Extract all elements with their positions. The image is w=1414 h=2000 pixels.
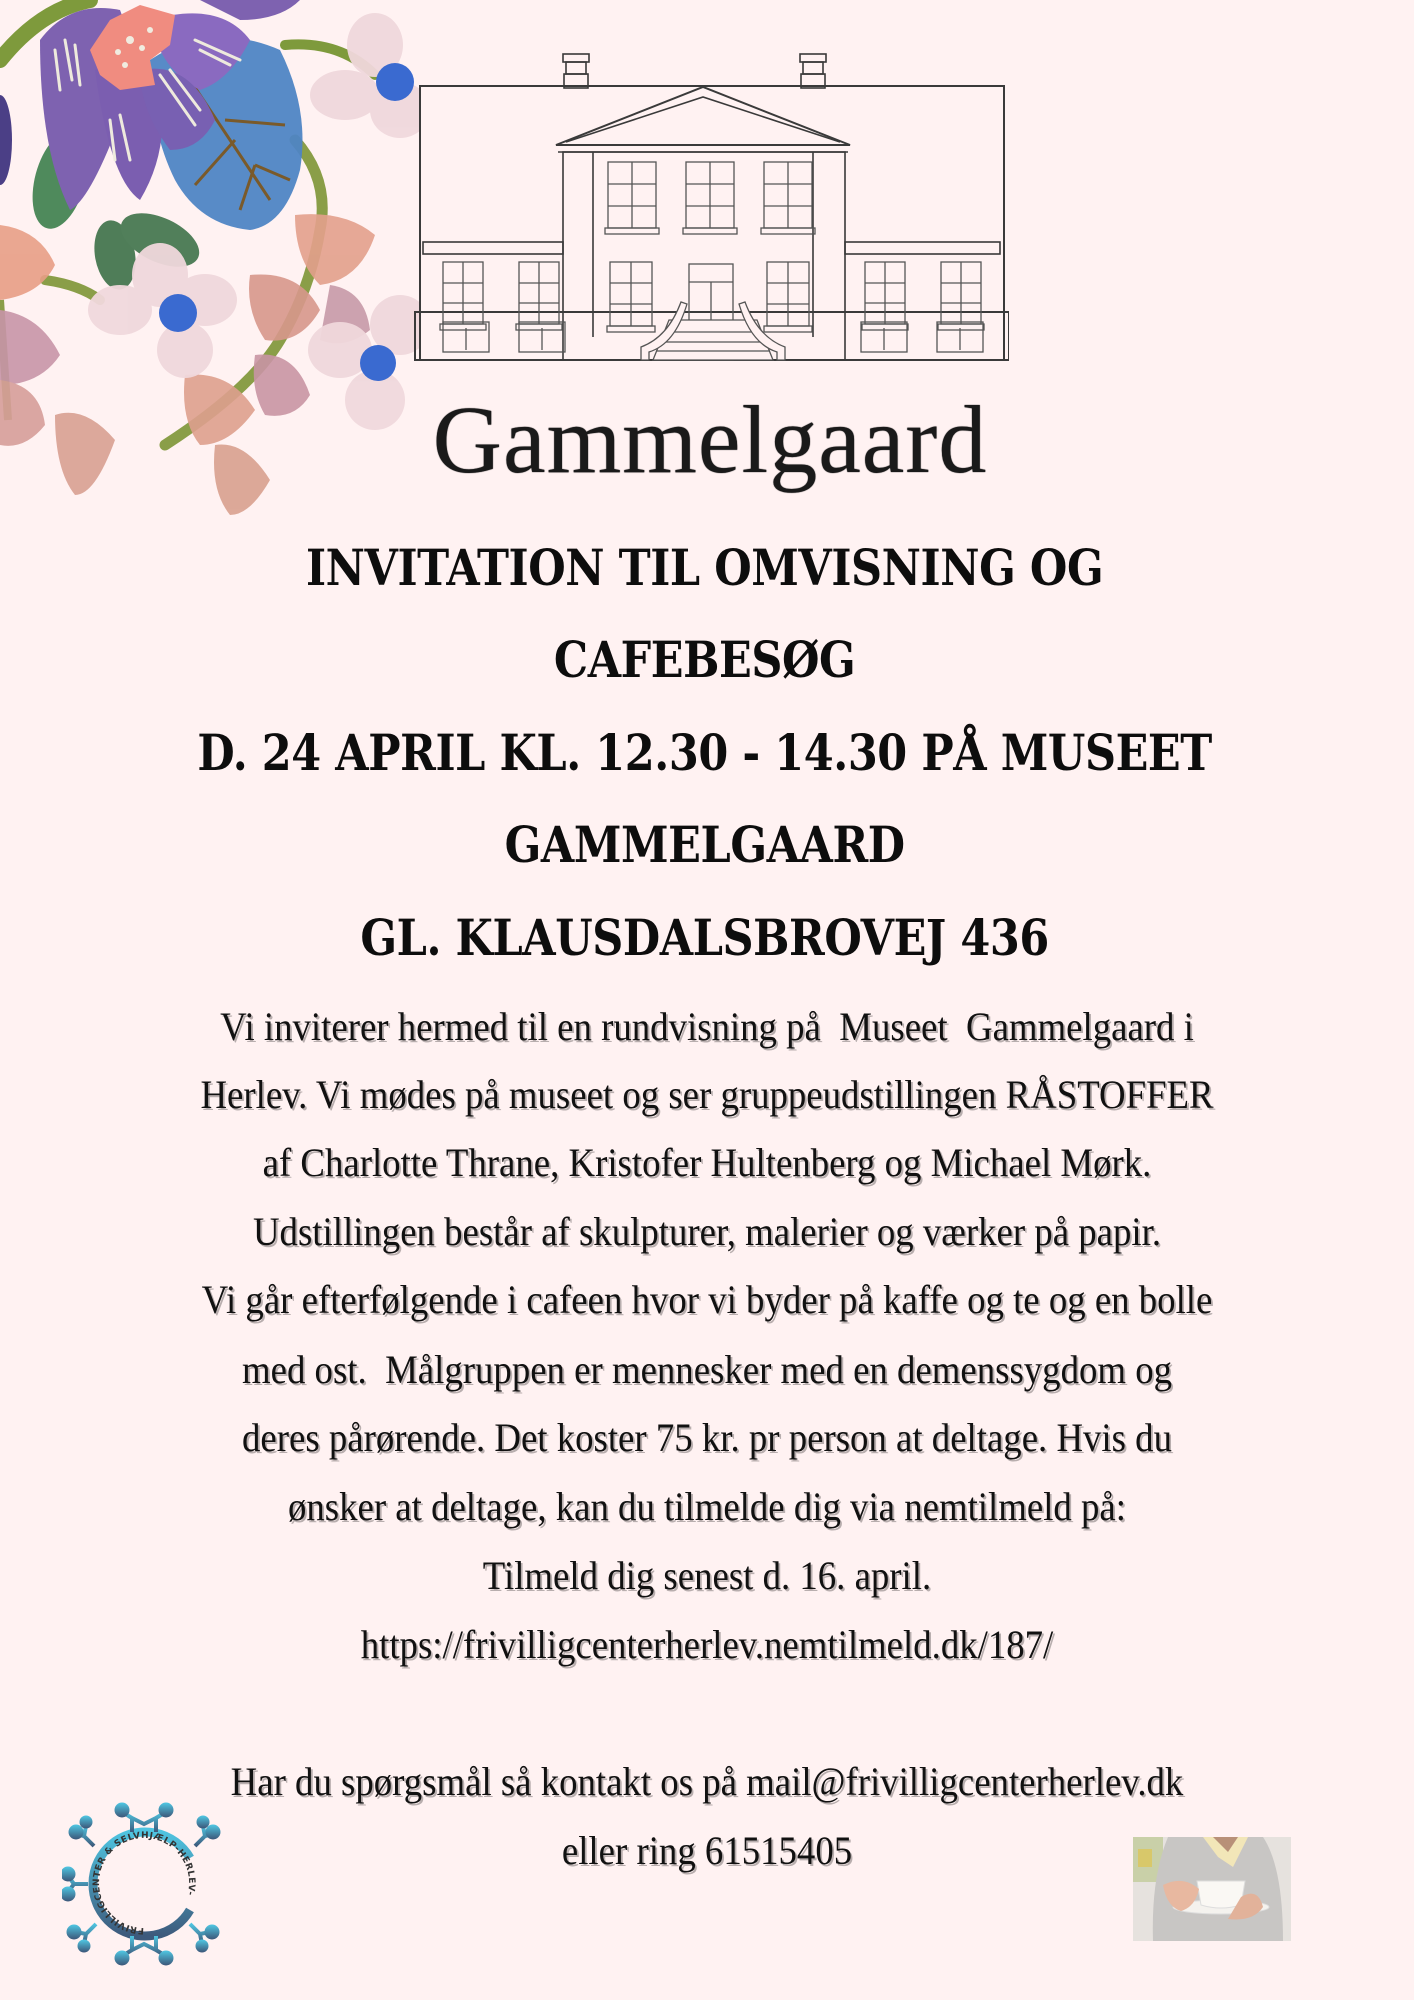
contact-phone-line: eller ring 61515405 — [561, 1828, 853, 1873]
contact-email-line[interactable]: Har du spørgsmål så kontakt os på mail@frivilligcenterherlev.dk — [230, 1759, 1184, 1804]
museum-building-illustration — [413, 52, 1009, 362]
flower-decoration-icon — [0, 0, 420, 520]
body-line: deres pårørende. Det koster 75 kr. pr person at deltage. Hvis du — [242, 1415, 1172, 1460]
teacup-photo-icon — [1133, 1837, 1291, 1941]
frivilligcenter-logo-icon — [62, 1798, 227, 1968]
signup-url-link[interactable]: https://frivilligcenterherlev.nemtilmeld.dk/187/ — [360, 1622, 1054, 1667]
body-line: ønsker at deltage, kan du tilmelde dig via nemtilmeld på: — [287, 1484, 1126, 1529]
body-line: af Charlotte Thrane, Kristofer Hultenberg og Michael Mørk. — [262, 1140, 1152, 1185]
body-line: Udstillingen består af skulpturer, malerier og værker på papir. — [252, 1209, 1162, 1254]
signup-deadline: Tilmeld dig senest d. 16. april. — [482, 1553, 932, 1598]
body-line: Vi inviterer hermed til en rundvisning på Museet Gammelgaard i — [220, 1004, 1194, 1049]
body-line: Vi går efterfølgende i cafeen hvor vi byder på kaffe og te og en bolle — [201, 1277, 1213, 1322]
heading-line-2: CAFEBESØG — [553, 630, 856, 689]
teacup-photo — [1133, 1837, 1291, 1941]
museum-wordmark: Gammelgaard — [432, 386, 988, 493]
heading-line-5: GL. KLAUSDALSBROVEJ 436 — [360, 908, 1049, 967]
body-line: Herlev. Vi mødes på museet og ser gruppeudstillingen RÅSTOFFER — [200, 1072, 1214, 1117]
heading-line-1: INVITATION TIL OMVISNING OG — [305, 538, 1104, 597]
heading-line-3: D. 24 APRIL KL. 12.30 - 14.30 PÅ MUSEET — [197, 723, 1212, 782]
body-line: med ost. Målgruppen er mennesker med en demenssygdom og — [241, 1347, 1173, 1392]
svg-text:FRIVILLIGCENTER & SELVHJÆLP-HE: FRIVILLIGCENTER & SELVHJÆLP-HERLEV- — [91, 1830, 197, 1936]
heading-line-4: GAMMELGAARD — [504, 815, 905, 874]
